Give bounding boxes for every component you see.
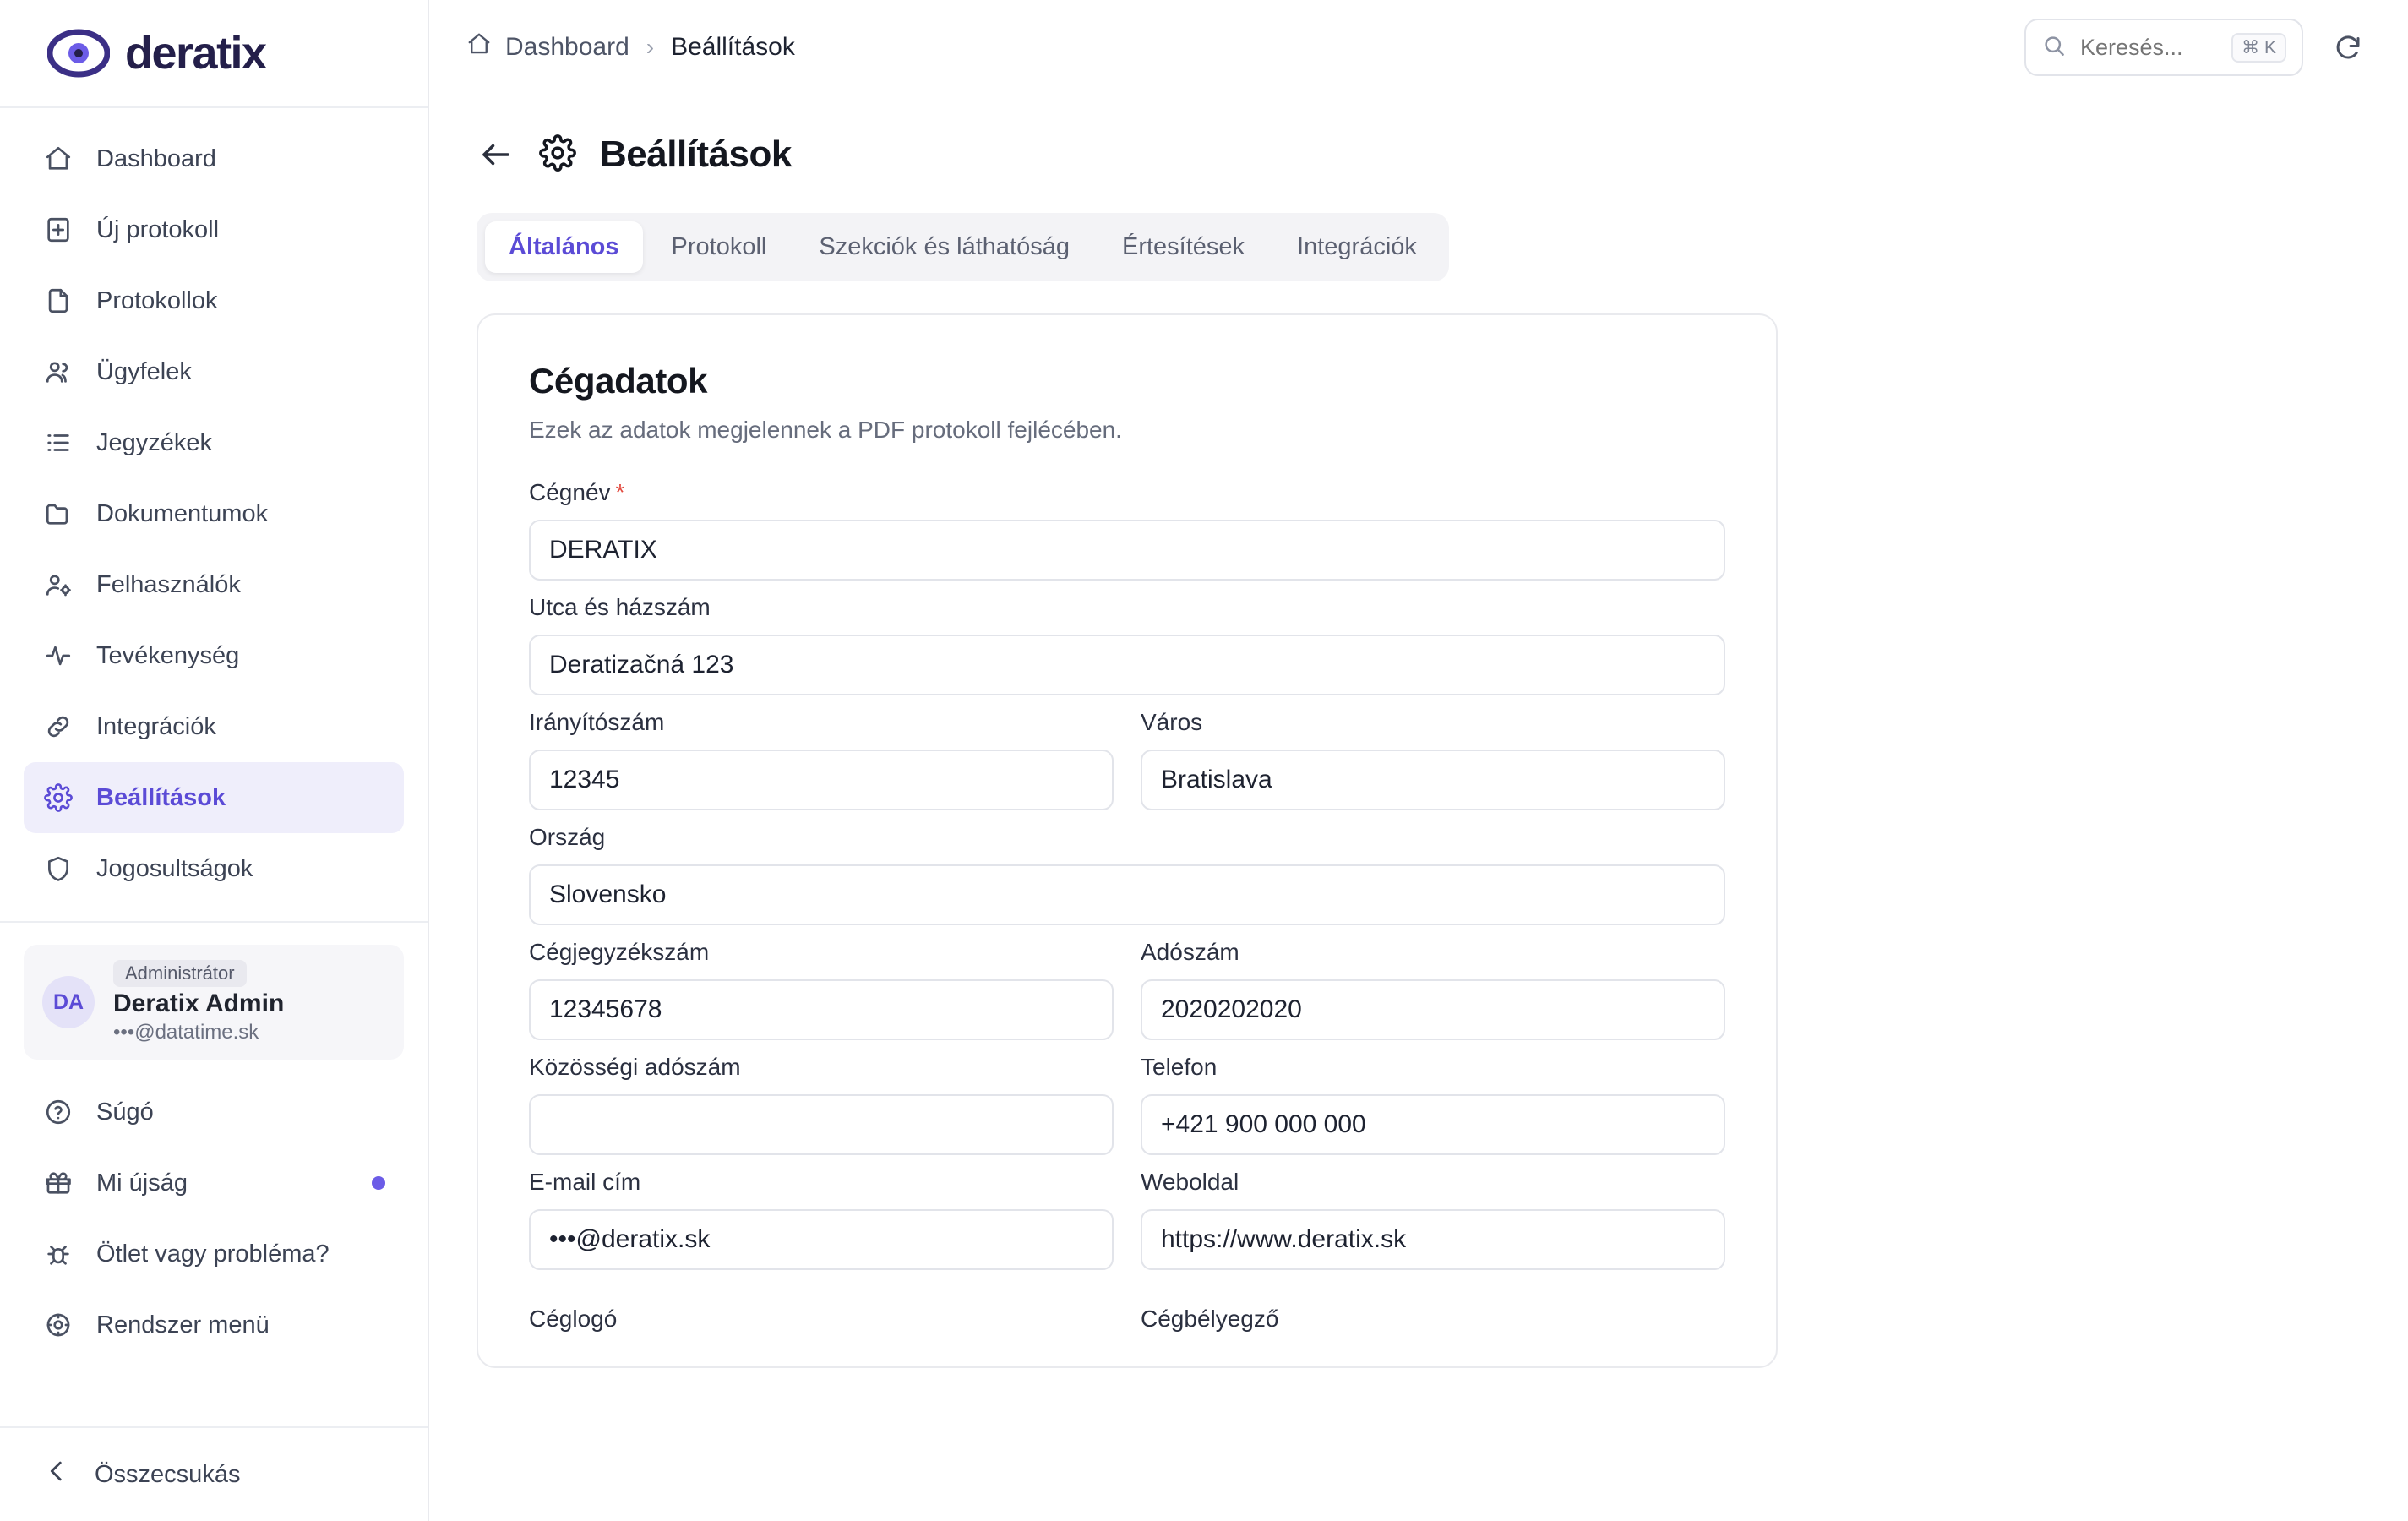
tax-number-input[interactable]: [1141, 979, 1725, 1040]
sidebar-item-label: Rendszer menü: [96, 1311, 270, 1338]
sidebar-item-label: Ötlet vagy probléma?: [96, 1240, 330, 1268]
field-city: [1141, 709, 1725, 810]
street-input[interactable]: [529, 635, 1725, 695]
user-meta: [113, 960, 284, 1044]
sidebar-item-protokollok[interactable]: [24, 265, 404, 336]
file-plus-icon: [42, 214, 74, 246]
sidebar-item-beallitasok[interactable]: [24, 762, 404, 833]
label-tax-number: Adószám: [1141, 939, 1239, 965]
breadcrumb-separator: ›: [646, 34, 655, 60]
main-area: [429, 0, 2408, 1521]
tab-ertesitesek[interactable]: Értesítések: [1121, 233, 1245, 260]
chevron-left-icon: [42, 1457, 71, 1492]
label-logo: Céglogó: [529, 1306, 618, 1332]
gear-icon: [42, 782, 74, 814]
gift-icon: [42, 1167, 74, 1199]
field-zip: [529, 709, 1114, 810]
collapse-sidebar-button[interactable]: [0, 1426, 428, 1521]
topbar: [429, 0, 2408, 95]
bug-icon: [42, 1238, 74, 1270]
tab-protokoll[interactable]: Protokoll: [671, 233, 767, 260]
search-shortcut-hint: ⌘ K: [2231, 33, 2286, 63]
settings-cog-icon: [42, 1309, 74, 1341]
sidebar-item-label: Dashboard: [96, 144, 216, 172]
brand-name: deratix: [125, 28, 266, 79]
vat-number-input[interactable]: [529, 1094, 1114, 1155]
sidebar-item-label: Integrációk: [96, 712, 216, 740]
sidebar-nav: [0, 108, 428, 904]
label-stamp: Cégbélyegző: [1141, 1306, 1279, 1332]
link-icon: [42, 711, 74, 743]
field-email: [529, 1169, 1114, 1270]
label-phone: Telefon: [1141, 1054, 1218, 1080]
shield-icon: [42, 853, 74, 885]
file-text-icon: [42, 285, 74, 317]
sidebar-item-rendszer-menu[interactable]: [24, 1289, 404, 1360]
label-street: Utca és házszám: [529, 594, 711, 620]
sidebar-item-label: Protokollok: [96, 286, 218, 314]
tab-altalanos[interactable]: Általános: [485, 221, 643, 273]
company-form: [529, 479, 1725, 1333]
field-website: [1141, 1169, 1725, 1270]
home-icon: [466, 31, 492, 63]
row-email-website: [529, 1169, 1725, 1284]
activity-icon: [42, 640, 74, 672]
reg-number-input[interactable]: [529, 979, 1114, 1040]
arrow-left-icon[interactable]: [477, 135, 515, 174]
field-reg-number: [529, 939, 1114, 1040]
brand[interactable]: [0, 0, 428, 108]
topbar-right: [2024, 19, 2371, 76]
sidebar-item-jegyzekek[interactable]: [24, 407, 404, 478]
search-icon: [2041, 33, 2067, 63]
field-tax-number: [1141, 939, 1725, 1040]
users-icon: [42, 356, 74, 388]
settings-tabs: [477, 213, 1449, 281]
label-text: Cégnév: [529, 479, 611, 505]
sidebar-item-jogosultsagok[interactable]: [24, 833, 404, 904]
label-country: Ország: [529, 824, 606, 850]
sidebar-item-integraciok[interactable]: [24, 691, 404, 762]
country-input[interactable]: [529, 864, 1725, 925]
sidebar-item-label: Új protokoll: [96, 215, 220, 243]
label-website: Weboldal: [1141, 1169, 1239, 1195]
sidebar-item-sugo[interactable]: [24, 1077, 404, 1148]
field-street: [529, 594, 1725, 695]
email-input[interactable]: [529, 1209, 1114, 1270]
search-input[interactable]: [2080, 35, 2207, 61]
sidebar-item-felhasznalok[interactable]: [24, 549, 404, 620]
sidebar-divider: [0, 921, 428, 923]
notification-dot-badge: [372, 1176, 385, 1190]
sidebar-bottom-nav: [0, 1077, 428, 1360]
user-email: •••@datatime.sk: [113, 1021, 259, 1044]
breadcrumb-dashboard-link[interactable]: [466, 31, 629, 63]
sidebar-item-label: Ügyfelek: [96, 357, 192, 385]
phone-input[interactable]: [1141, 1094, 1725, 1155]
tab-szekciok-es-lathatosag[interactable]: Szekciók és láthatóság: [819, 233, 1070, 260]
label-company-name: [529, 479, 1725, 506]
label-city: Város: [1141, 709, 1203, 735]
breadcrumb: [466, 31, 795, 63]
tab-integraciok[interactable]: Integrációk: [1297, 233, 1417, 260]
user-name: Deratix Admin: [113, 989, 285, 1017]
sidebar-item-otlet-vagy-problema[interactable]: [24, 1218, 404, 1289]
collapse-label: Összecsukás: [95, 1460, 241, 1488]
folder-icon: [42, 498, 74, 530]
sidebar-item-label: Jegyzékek: [96, 428, 213, 456]
search-box[interactable]: [2024, 19, 2303, 76]
avatar: DA: [42, 976, 95, 1028]
label-email: E-mail cím: [529, 1169, 641, 1195]
card-title: Cégadatok: [529, 361, 708, 401]
zip-input[interactable]: [529, 750, 1114, 810]
city-input[interactable]: [1141, 750, 1725, 810]
user-card[interactable]: [24, 945, 404, 1060]
row-vat-phone: [529, 1054, 1725, 1169]
page-title: Beállítások: [600, 134, 792, 175]
sidebar-item-dokumentumok[interactable]: [24, 478, 404, 549]
sidebar-item-ugyfelek[interactable]: [24, 336, 404, 407]
field-country: [529, 824, 1725, 925]
label-vat-number: Közösségi adószám: [529, 1054, 741, 1080]
user-settings-icon: [42, 569, 74, 601]
sidebar-item-label: Jogosultságok: [96, 854, 253, 882]
help-circle-icon: [42, 1096, 74, 1128]
label-zip: Irányítószám: [529, 709, 665, 735]
page-content: [429, 95, 2408, 1521]
company-name-input[interactable]: [529, 520, 1725, 581]
row-reg-tax: [529, 939, 1725, 1054]
page-header: [466, 95, 2371, 176]
home-icon: [42, 143, 74, 175]
sidebar-item-label: Súgó: [96, 1098, 154, 1126]
user-role-badge: Administrátor: [113, 960, 247, 987]
sidebar-item-uj-protokoll[interactable]: [24, 194, 404, 265]
sidebar-item-mi-ujsag[interactable]: [24, 1148, 404, 1218]
sidebar-item-label: Tevékenység: [96, 641, 240, 669]
sidebar-item-dashboard[interactable]: [24, 123, 404, 194]
field-company-name: [529, 479, 1725, 581]
list-icon: [42, 427, 74, 459]
breadcrumb-root-label: Dashboard: [505, 33, 629, 61]
field-phone: [1141, 1054, 1725, 1155]
sidebar-item-label: Felhasználók: [96, 570, 241, 598]
company-data-card: [477, 313, 1778, 1368]
row-logo-stamp: [529, 1306, 1725, 1333]
sidebar-item-label: Beállítások: [96, 783, 226, 811]
sidebar-item-label: Mi újság: [96, 1169, 188, 1197]
refresh-icon[interactable]: [2325, 25, 2371, 70]
website-input[interactable]: [1141, 1209, 1725, 1270]
breadcrumb-current: Beállítások: [671, 33, 795, 61]
sidebar-item-label: Dokumentumok: [96, 499, 269, 527]
sidebar: [0, 0, 429, 1521]
eye-logo-icon: [47, 29, 110, 78]
sidebar-item-tevekenyseg[interactable]: [24, 620, 404, 691]
card-subtitle: Ezek az adatok megjelennek a PDF protokoll fejlécében.: [529, 417, 1122, 443]
required-marker: *: [615, 479, 625, 505]
gear-icon: [539, 134, 576, 176]
label-reg-number: Cégjegyzékszám: [529, 939, 710, 965]
field-vat-number: [529, 1054, 1114, 1155]
row-zip-city: [529, 709, 1725, 824]
